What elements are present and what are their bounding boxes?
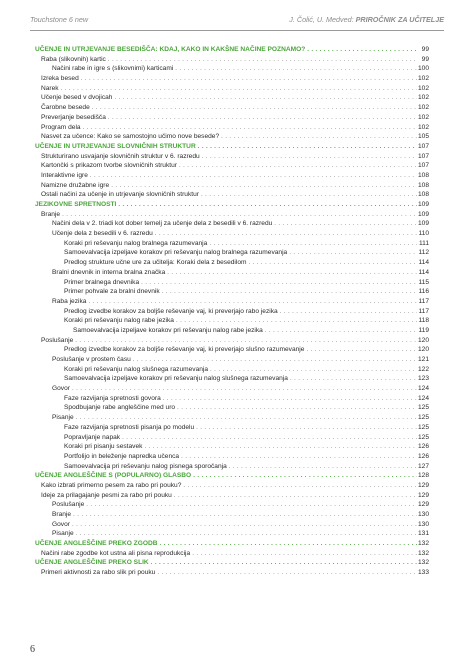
toc-entry[interactable] — [35, 452, 429, 462]
toc-entry-title: Ostali načini za učenje in utrjevanje slovničnih struktur — [41, 191, 199, 199]
toc-entry[interactable] — [35, 549, 429, 559]
toc-page-number: 132 — [417, 540, 429, 548]
toc-section-heading[interactable] — [35, 142, 429, 152]
toc-entry-title: Pisanje — [52, 414, 74, 422]
dot-leader — [221, 133, 417, 143]
toc-entry-title: UČENJE IN UTRJEVANJE SLOVNIČNIH STRUKTUR — [35, 142, 196, 150]
toc-page-number: 126 — [417, 452, 429, 460]
toc-entry-title: UČENJE ANGLEŠČINE PREKO ZGODB — [35, 540, 158, 548]
toc-entry-title: Izreka besed — [41, 75, 79, 83]
toc-entry-title: Branje — [41, 210, 61, 218]
toc-entry[interactable] — [35, 365, 429, 375]
toc-section-heading[interactable] — [35, 200, 429, 210]
toc-entry-title: UČENJE IN UTRJEVANJE BESEDIŠČA: KDAJ, KAKO IN KAKŠNE NAČINE POZNAMO? — [35, 46, 306, 53]
toc-page-number: 120 — [417, 336, 429, 344]
dot-leader — [307, 46, 417, 56]
toc-entry[interactable] — [35, 171, 429, 181]
toc-entry[interactable] — [35, 345, 429, 355]
toc-entry-title: Narek — [41, 84, 59, 92]
toc-entry[interactable] — [35, 239, 429, 249]
running-header — [30, 12, 444, 26]
book-title: Touchstone 6 new — [30, 14, 89, 24]
dot-leader — [179, 162, 417, 172]
toc-entry[interactable] — [35, 326, 429, 336]
dot-leader — [290, 375, 417, 385]
toc-entry[interactable] — [35, 423, 429, 433]
toc-entry-title: Načini rabe in igre s (slikovnimi) karticami — [52, 65, 174, 73]
toc-entry[interactable] — [35, 229, 429, 239]
toc-entry-title: Učenje besed v dvojicah — [41, 94, 113, 102]
toc-page-number: 118 — [418, 317, 429, 325]
dot-leader — [90, 172, 417, 182]
toc-page-number: 102 — [417, 94, 429, 102]
toc-page-number: 102 — [417, 84, 429, 92]
toc-entry-title: Načini rabe zgodbe kot ustna ali pisna reprodukcija — [41, 549, 191, 557]
toc-entry-title: Samoevalvacija izpeljave korakov pri reševanju nalog rabe jezika — [73, 326, 263, 334]
toc-entry[interactable] — [35, 316, 429, 326]
header-book-name: PRIROČNIK ZA UČITELJE — [355, 14, 444, 24]
toc-page-number: 110 — [418, 230, 429, 238]
toc-entry-title: Samoevalvacija izpeljave korakov pri reševanju nalog slušnega razumevanja — [64, 375, 288, 383]
toc-entry[interactable] — [35, 258, 429, 268]
toc-entry-title: Bralni dnevnik in interna bralna značka — [52, 268, 166, 276]
toc-entry-title: Raba jezika — [52, 297, 87, 305]
toc-page-number: 102 — [417, 104, 429, 112]
toc-entry-title: Samoevalvacija izpeljave korakov pri reševanju nalog bralnega razumevanja — [64, 249, 288, 257]
toc-entry[interactable] — [35, 481, 429, 491]
toc-entry[interactable] — [35, 384, 429, 394]
toc-page-number: 117 — [418, 297, 429, 305]
toc-entry[interactable] — [35, 336, 429, 346]
toc-page-number: 131 — [417, 530, 429, 538]
toc-entry[interactable] — [35, 278, 429, 288]
toc-page-number: 102 — [417, 113, 429, 121]
table-of-contents — [35, 45, 429, 578]
toc-page-number: 111 — [418, 239, 429, 247]
toc-page-number: 107 — [417, 142, 429, 150]
toc-entry-title: Kako izbrati primerno pesem za rabo pri pouku? — [41, 481, 182, 489]
toc-page-number: 129 — [417, 501, 429, 509]
dot-leader — [162, 288, 417, 298]
dot-leader — [92, 104, 417, 114]
toc-entry[interactable] — [35, 520, 429, 530]
dot-leader — [249, 259, 417, 269]
toc-page-number: 132 — [417, 559, 429, 567]
toc-page-number: 114 — [418, 268, 429, 276]
toc-page-number: 130 — [417, 511, 429, 518]
toc-page-number: 123 — [417, 375, 429, 383]
toc-entry[interactable] — [35, 268, 429, 278]
toc-entry-title: Kartončki s prikazom tvorbe slovničnih struktur — [41, 162, 177, 170]
toc-entry-title: Branje — [52, 511, 72, 518]
toc-entry[interactable] — [35, 500, 429, 510]
toc-page-number: 105 — [417, 133, 429, 141]
toc-page-number: 109 — [417, 210, 429, 218]
toc-page-number: 130 — [417, 520, 429, 528]
toc-entry[interactable] — [35, 403, 429, 413]
toc-page-number: 117 — [418, 307, 429, 315]
toc-page-number: 124 — [417, 394, 429, 402]
toc-page-number: 129 — [417, 491, 429, 499]
toc-page-number: 116 — [418, 288, 429, 296]
toc-page-number: 125 — [417, 433, 429, 441]
toc-entry-title: UČENJE ANGLEŠČINE S (POPULARNO) GLASBO — [35, 472, 192, 480]
toc-page-number: 133 — [417, 569, 429, 577]
toc-entry-title: Faze razvijanja spretnosti pisanja po modelu — [64, 423, 195, 431]
toc-entry-title: Interaktivne igre — [41, 171, 88, 179]
toc-page-number: 99 — [421, 46, 429, 53]
toc-entry-title: Predlog izvedbe korakov za boljše reševanje vaj, ki preverjajo slušno razumevanje — [64, 346, 305, 354]
dot-leader — [265, 327, 417, 337]
toc-page-number: 125 — [417, 414, 429, 422]
toc-entry[interactable] — [35, 181, 429, 191]
toc-entry-title: Poslušanje v prostem času — [52, 356, 131, 363]
toc-page-number: 129 — [417, 481, 429, 489]
toc-entry-title: Preverjanje besedišča — [41, 113, 106, 121]
toc-entry[interactable] — [35, 462, 429, 472]
toc-page-number: 128 — [417, 472, 429, 480]
toc-entry[interactable] — [35, 394, 429, 404]
toc-entry[interactable] — [35, 355, 429, 365]
dot-leader — [141, 279, 417, 289]
header-authors: J. Čolić, U. Medved: — [289, 14, 356, 24]
toc-entry-title: Popravljanje napak — [64, 433, 121, 441]
toc-entry[interactable] — [35, 287, 429, 297]
toc-entry[interactable] — [35, 568, 429, 578]
toc-entry[interactable] — [35, 491, 429, 501]
toc-entry-title: Primer bralnega dnevnika — [64, 278, 140, 286]
page-number: 6 — [30, 644, 35, 655]
dot-leader — [61, 85, 417, 95]
dot-leader — [122, 434, 417, 444]
dot-leader — [175, 65, 417, 75]
dot-leader — [157, 569, 417, 579]
toc-page-number: 120 — [417, 346, 429, 354]
toc-page-number: 121 — [417, 356, 429, 363]
toc-entry-title: Koraki pri reševanju nalog slušnega razumevanja — [64, 365, 209, 373]
dot-leader — [174, 492, 417, 502]
toc-page-number: 109 — [417, 220, 429, 228]
toc-page-number: 127 — [417, 462, 429, 470]
toc-entry-title: Namizne družabne igre — [41, 181, 110, 189]
dot-leader — [160, 540, 417, 550]
toc-page-number: 112 — [418, 249, 429, 257]
dot-leader — [72, 521, 417, 531]
toc-page-number: 108 — [417, 191, 429, 199]
toc-entry[interactable] — [35, 433, 429, 443]
dot-leader — [274, 220, 417, 230]
toc-page-number: 109 — [417, 201, 429, 208]
dot-leader — [167, 269, 417, 279]
header-rule — [30, 30, 444, 31]
dot-leader — [118, 201, 417, 211]
dot-leader — [229, 463, 417, 473]
toc-entry-title: Učenje dela z besedili v 6. razredu — [52, 230, 153, 238]
toc-page-number: 102 — [417, 123, 429, 131]
toc-page-number: 108 — [417, 181, 429, 189]
dot-leader — [183, 482, 417, 492]
toc-entry[interactable] — [35, 93, 429, 103]
dot-leader — [114, 94, 417, 104]
toc-section-heading[interactable] — [35, 45, 429, 55]
toc-entry-title: Govor — [52, 520, 70, 528]
toc-section-heading[interactable] — [35, 471, 429, 481]
toc-entry-title: Govor — [52, 385, 70, 393]
toc-entry-title: Primeri aktivnosti za rabo slik pri pouku — [41, 569, 156, 577]
dot-leader — [151, 559, 417, 569]
toc-entry-title: Faze razvijanja spretnosti govora — [64, 394, 161, 402]
toc-entry[interactable] — [35, 529, 429, 539]
dot-leader — [73, 511, 417, 521]
toc-entry[interactable] — [35, 84, 429, 94]
toc-entry-title: Poslušanje — [52, 501, 85, 509]
toc-entry[interactable] — [35, 74, 429, 84]
toc-entry-title: Primer pohvale za bralni dnevnik — [64, 288, 160, 296]
dot-leader — [196, 424, 417, 434]
toc-page-number: 122 — [417, 365, 429, 373]
dot-leader — [144, 443, 417, 453]
toc-entry[interactable] — [35, 210, 429, 220]
toc-page-number: 107 — [417, 152, 429, 160]
dot-leader — [163, 395, 417, 405]
toc-page-number: 115 — [418, 278, 429, 286]
toc-entry-title: Pisanje — [52, 530, 74, 538]
toc-entry-title: Koraki pri pisanju sestavek — [64, 443, 143, 451]
toc-page-number: 119 — [418, 326, 429, 334]
toc-page-number: 125 — [417, 423, 429, 431]
toc-page-number: 108 — [417, 171, 429, 179]
toc-entry[interactable] — [35, 510, 429, 520]
toc-entry[interactable] — [35, 55, 429, 65]
toc-page-number: 125 — [417, 404, 429, 412]
toc-entry[interactable] — [35, 307, 429, 317]
dot-leader — [81, 75, 417, 85]
toc-entry-title: Spodbujanje rabe angleščine med uro — [64, 404, 176, 412]
dot-leader — [280, 308, 417, 318]
toc-entry-title: Predlog izvedbe korakov za boljše reševanje vaj, ki preverjajo rabo jezika — [64, 307, 278, 315]
toc-entry-title: Predlog strukture učne ure za učitelja: Koraki dela z besedilom — [64, 259, 247, 267]
toc-entry-title: Portfolijo in beleženje napredka učenca — [64, 452, 180, 460]
toc-entry[interactable] — [35, 442, 429, 452]
toc-page-number: 126 — [417, 443, 429, 451]
dot-leader — [108, 114, 417, 124]
toc-entry-title: Samoevalvacija pri reševanju nalog pisnega sporočanja — [64, 462, 227, 470]
toc-entry-title: UČENJE ANGLEŠČINE PREKO SLIK — [35, 559, 149, 567]
toc-page-number: 99 — [421, 55, 429, 63]
toc-entry[interactable] — [35, 219, 429, 229]
toc-entry[interactable] — [35, 248, 429, 258]
toc-entry-title: Koraki pri reševanju nalog bralnega razumevanja — [64, 239, 208, 247]
dot-leader — [289, 249, 417, 259]
toc-page-number: 124 — [417, 385, 429, 393]
dot-leader — [192, 550, 417, 560]
dot-leader — [202, 153, 417, 163]
toc-entry[interactable] — [35, 132, 429, 142]
dot-leader — [198, 143, 417, 153]
toc-entry-title: JEZIKOVNE SPRETNOSTI — [35, 201, 117, 208]
toc-entry[interactable] — [35, 123, 429, 133]
dot-leader — [86, 501, 417, 511]
toc-page-number: 132 — [417, 549, 429, 557]
toc-entry[interactable] — [35, 152, 429, 162]
toc-entry[interactable] — [35, 113, 429, 123]
header-right — [289, 15, 444, 24]
toc-entry-title: Načini dela v 2. triadi kot dober temelj za učenje dela z besedili v 6. razredu — [52, 220, 273, 228]
toc-entry[interactable] — [35, 297, 429, 307]
toc-page-number: 114 — [418, 259, 429, 267]
toc-entry-title: Raba (slikovnih) kartic — [41, 55, 106, 63]
toc-entry-title: Ideje za prilagajanje pesmi za rabo pri pouku — [41, 491, 172, 499]
toc-entry-title: Poslušanje — [41, 336, 74, 344]
toc-entry[interactable] — [35, 161, 429, 171]
toc-entry-title: Program dela — [41, 123, 81, 131]
dot-leader — [201, 191, 417, 201]
toc-entry-title: Koraki pri reševanju nalog rabe jezika — [64, 317, 174, 325]
dot-leader — [193, 472, 417, 482]
toc-page-number: 102 — [417, 75, 429, 83]
toc-entry[interactable] — [35, 374, 429, 384]
toc-entry-title: Nasvet za učence: Kako se samostojno učimo nove besede? — [41, 133, 220, 141]
toc-entry[interactable] — [35, 190, 429, 200]
toc-page-number: 107 — [417, 162, 429, 170]
dot-leader — [306, 346, 417, 356]
toc-entry-title: Čarobne besede — [41, 104, 90, 112]
toc-entry[interactable] — [35, 103, 429, 113]
toc-entry[interactable] — [35, 413, 429, 423]
toc-entry[interactable] — [35, 64, 429, 74]
toc-section-heading[interactable] — [35, 539, 429, 549]
toc-entry-title: Strukturirano usvajanje slovničnih struktur v 6. razredu — [41, 152, 200, 160]
toc-section-heading[interactable] — [35, 558, 429, 568]
dot-leader — [177, 404, 417, 414]
toc-page-number: 100 — [417, 65, 429, 73]
